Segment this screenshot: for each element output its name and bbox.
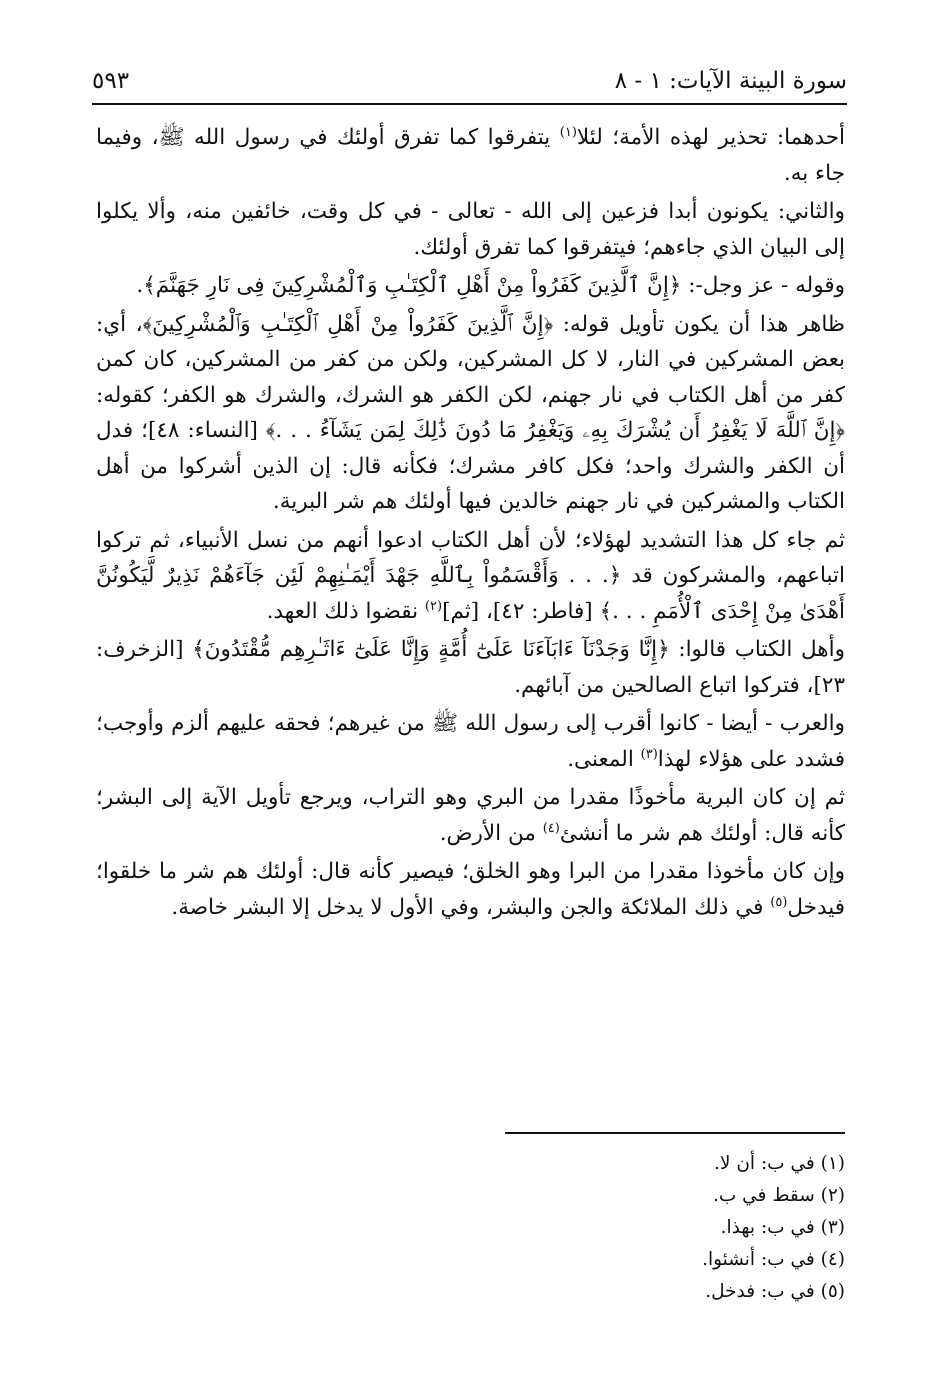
paragraph-text: ثم إن كان البرية مأخوذًا مقدرا من البري وهو التراب، ويرجع تأويل الآية إلى البشر؛ كأنه قال: أولئك هم شر ما أنشئ [96,785,845,846]
footnote-rule [505,1132,845,1134]
footnote: (١) في ب: أن لا. [714,1153,845,1174]
paragraph [96,194,845,265]
paragraph-text: ظاهر هذا أن يكون تأويل قوله: ﴿إِنَّ ٱلَّذِينَ كَفَرُواْ مِنْ أَهْلِ ٱلْكِتَـٰبِ وَٱلْمُشْرِكِينَ﴾، أي: بعض المشركين في النار، لا كل المشركين، ولكن من كفر من المشركين، كان كمن كفر من أهل الكتاب في نار جهنم، لكن الكفر هو الشرك، والشرك هو الكفر؛ كقوله: ﴿إِنَّ ٱللَّهَ لَا يَغْفِرُ أَن يُشْرَكَ بِهِۦ وَيَغْفِرُ مَا دُونَ ذَٰلِكَ لِمَن يَشَآءُ . . .﴾ [النساء: ٤٨]؛ فدل أن الكفر والشرك واحد؛ فكل كافر مشرك؛ فكأنه قال: إن الذين أشركوا من أهل الكتاب والمشركين في نار جهنم خالدين فيها أولئك هم شر البرية. [96,311,845,514]
paragraph-text: نقضوا ذلك العهد. [266,598,425,624]
paragraph-text: من الأرض. [439,820,543,846]
paragraph [96,706,845,777]
paragraph-text: والثاني: يكونون أبدا فزعين إلى الله - تعالى - في كل وقت، خائفين منه، وألا يكلوا إلى البيان الذي جاءهم؛ فيتفرقوا كما تفرق أولئك. [96,199,845,260]
header-rule [92,103,847,105]
paragraph [96,632,845,703]
paragraph [96,120,845,191]
paragraph-text: وأهل الكتاب قالوا: ﴿إِنَّا وَجَدْنَآ ءَابَآءَنَا عَلَىٰٓ أُمَّةٍ وَإِنَّا عَلَىٰٓ ءَاثَـٰرِهِم مُّقْتَدُونَ﴾ [الزخرف: ٢٣]، فتركوا اتباع الصالحين من آبائهم. [96,637,845,698]
footnote-ref: (٥) [770,894,788,910]
footnote: (٤) في ب: أنشئوا. [702,1249,845,1270]
footnote: (٣) في ب: بهذا. [720,1217,845,1238]
footnote-ref: (١) [559,124,577,140]
paragraph-text: وقوله - عز وجل-: ﴿إِنَّ ٱلَّذِينَ كَفَرُواْ مِنْ أَهْلِ ٱلْكِتَـٰبِ وَٱلْمُشْرِكِينَ فِى نَارِ جَهَنَّمَ﴾. [136,273,845,298]
paragraph-text: المعنى. [567,746,641,772]
paragraph [96,523,845,630]
running-title: سورة البينة الآيات: ١ - ٨ [614,68,847,94]
footnote: (٥) في ب: فدخل. [705,1281,845,1302]
paragraph-text: وإن كان مأخوذا مقدرا من البرا وهو الخلق؛ فيصير كأنه قال: أولئك هم شر ما خلقوا؛ فيدخل [96,859,845,920]
paragraph-text: يتفرقوا كما تفرق أولئك في رسول الله ﷺ، وفيما جاء به. [96,125,845,186]
paragraph-text: والعرب - أيضا - كانوا أقرب إلى رسول الله ﷺ من غيرهم؛ فحقه عليهم ألزم وأوجب؛ فشدد على هؤلاء لهذا [96,711,845,772]
footnotes [485,1148,845,1308]
paragraph [96,854,845,925]
paragraph [96,780,845,851]
page-number: ٥٩٣ [92,68,130,94]
main-text [96,120,845,928]
paragraph [96,268,845,304]
footnote: (٢) سقط في ب. [713,1185,845,1206]
running-header [92,60,847,94]
paragraph-text: أحدهما: تحذير لهذه الأمة؛ لئلا [576,125,845,150]
paragraph-text: في ذلك الملائكة والجن والبشر، وفي الأول لا يدخل إلا البشر خاصة. [171,894,771,920]
paragraph [96,307,845,520]
footnote-ref: (٤) [542,820,560,836]
paragraph-text: ثم جاء كل هذا التشديد لهؤلاء؛ لأن أهل الكتاب ادعوا أنهم من نسل الأنبياء، ثم تركوا اتباعهم، والمشركون قد ﴿. . . وَأَقْسَمُواْ بِٱللَّهِ جَهْدَ أَيْمَـٰنِهِمْ لَئِن جَآءَهُمْ نَذِيرٌ لَّيَكُونُنَّ أَهْدَىٰ مِنْ إِحْدَى ٱلْأُمَمِ . . .﴾ [فاطر: ٤٢]، [ثم] [96,527,845,624]
footnote-ref: (٣) [640,746,658,762]
footnote-ref: (٢) [424,598,443,614]
